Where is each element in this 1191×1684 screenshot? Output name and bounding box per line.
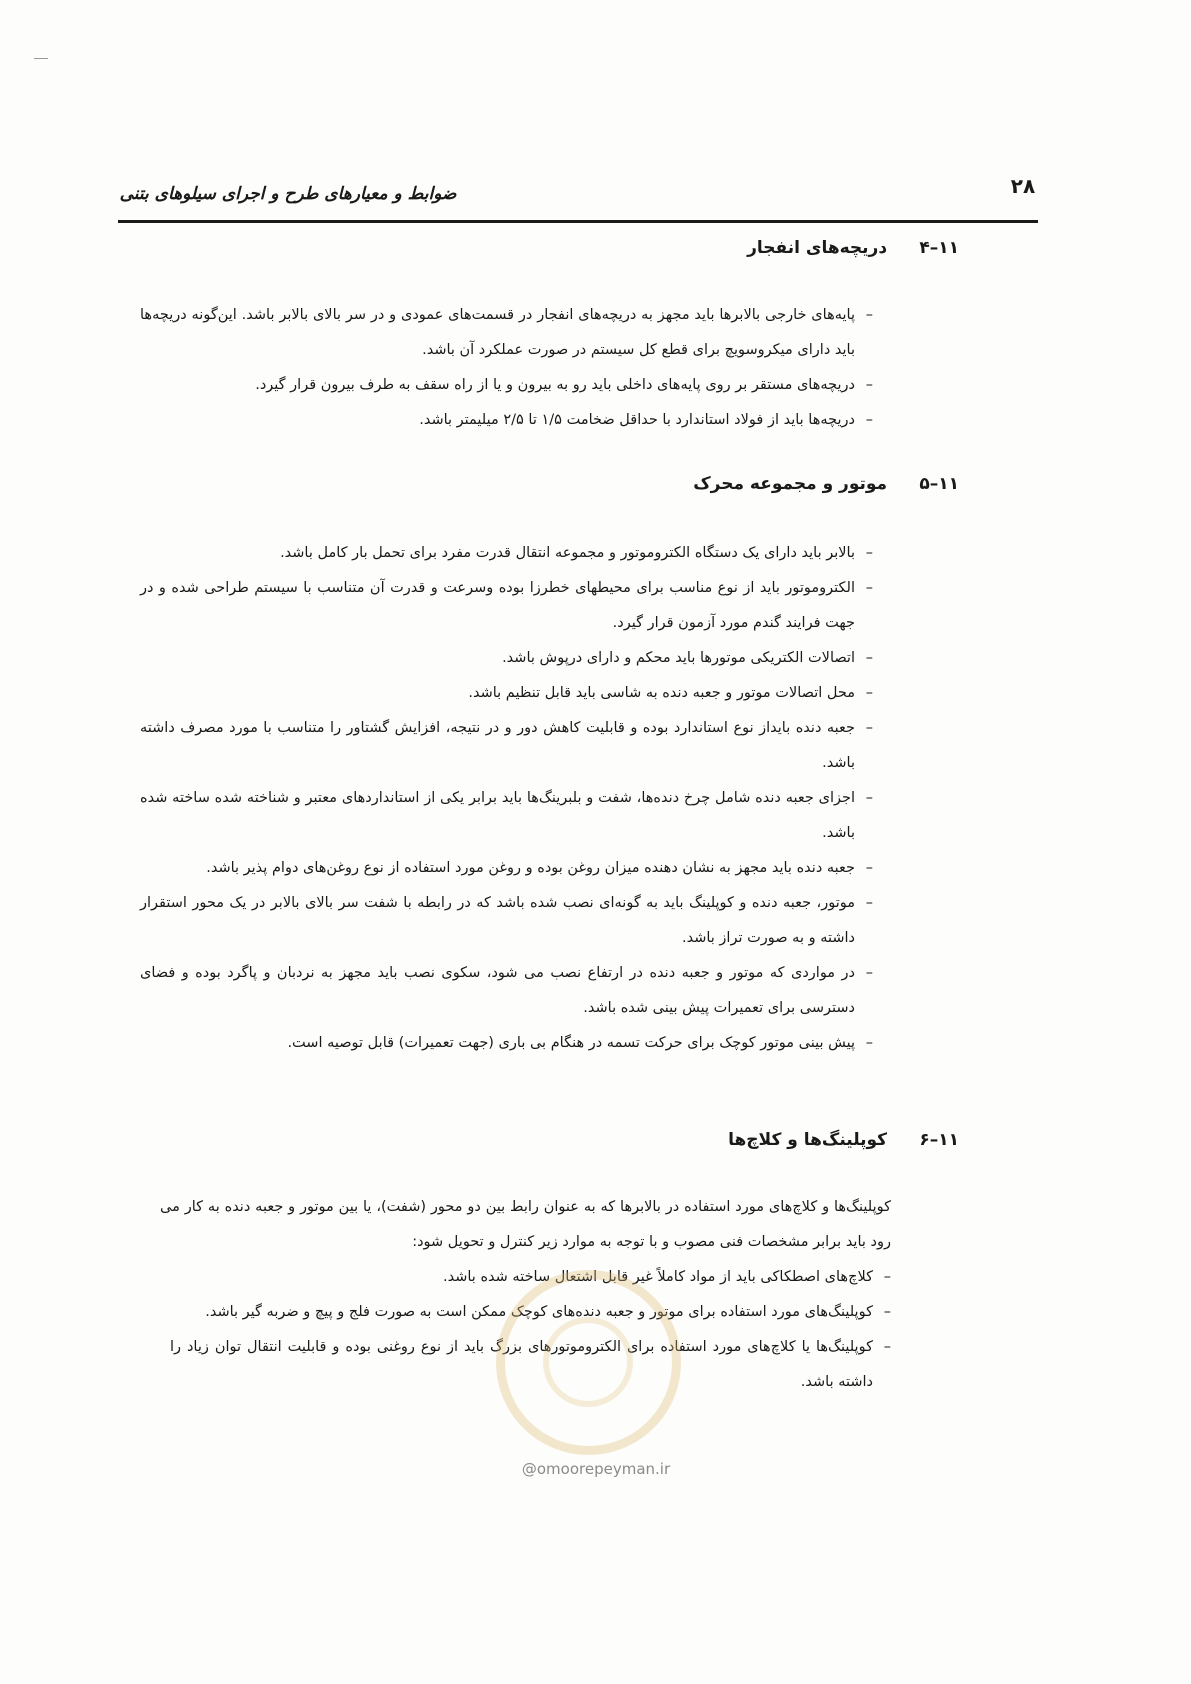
list-item: – دریچه‌های مستقر بر روی پایه‌های داخلی باید رو به بیرون و یا از راه سقف به طرف بیرون قرار گیرد. <box>140 368 873 403</box>
section-title: کوپلینگ‌ها و کلاچ‌ها <box>728 1130 888 1150</box>
section-title: دریچه‌های انفجار <box>747 238 888 258</box>
watermark-text: @omoorepeyman.ir <box>521 1460 671 1478</box>
list-item: – پیش بینی موتور کوچک برای حرکت تسمه در هنگام بی باری (جهت تعمیرات) قابل توصیه است. <box>140 1026 873 1061</box>
list-item: – کلاچ‌های اصطکاکی باید از مواد کاملاً غیر قابل اشتعال ساخته شده باشد. <box>170 1260 891 1295</box>
section-11-6-intro: کوپلینگ‌ها و کلاچ‌های مورد استفاده در بالابرها که به عنوان رابط بین دو محور (شفت)، یا بین موتور و جعبه دنده به کار می رود باید برابر مشخصات فنی مصوب و با توجه به موارد زیر کنترل و تحویل شود: <box>160 1199 891 1250</box>
list-item: – الکتروموتور باید از نوع مناسب برای محیطهای خطرزا بوده وسرعت و قدرت آن متناسب با سیستم طراحی شده و در جهت فرایند گندم مورد آزمون قرار گیرد. <box>140 571 873 641</box>
section-heading-11-6 <box>728 1130 959 1150</box>
section-number: ۱۱–۶ <box>919 1130 959 1150</box>
list-item: – بالابر باید دارای یک دستگاه الکتروموتور و مجموعه انتقال قدرت مفرد برای تحمل بار کامل باشد. <box>140 536 873 571</box>
section-11-4-list <box>140 298 873 438</box>
list-item: – موتور، جعبه دنده و کوپلینگ باید به گونه‌ای نصب شده باشد که در رابطه با شفت سر بالای بالابر در یک محور استقرار داشته و به صورت تراز باشد. <box>140 886 873 956</box>
list-item: – دریچه‌ها باید از فولاد استاندارد با حداقل ضخامت ۱/۵ تا ۲/۵ میلیمتر باشد. <box>140 403 873 438</box>
list-item: – جعبه دنده باید مجهز به نشان دهنده میزان روغن بوده و روغن مورد استفاده از نوع روغن‌های دوام پذیر باشد. <box>140 851 873 886</box>
section-11-5-list <box>140 536 873 1061</box>
section-number: ۱۱–۴ <box>919 238 959 258</box>
header-rule <box>118 220 1038 223</box>
list-item: – کوپلینگ‌ها یا کلاچ‌های مورد استفاده برای الکتروموتورهای بزرگ باید از نوع روغنی بوده و قابلیت انتقال توان زیاد را داشته باشد. <box>170 1330 891 1400</box>
list-item: – در مواردی که موتور و جعبه دنده در ارتفاع نصب می شود، سکوی نصب باید مجهز به نردبان و پاگرد بوده و فضای دسترسی برای تعمیرات پیش بینی شده باشد. <box>140 956 873 1026</box>
list-item: – کوپلینگ‌های مورد استفاده برای موتور و جعبه دنده‌های کوچک ممکن است به صورت فلج و پیچ و ضربه گیر باشد. <box>170 1295 891 1330</box>
section-heading-11-5 <box>693 474 959 494</box>
section-title: موتور و مجموعه محرک <box>693 474 888 494</box>
corner-mark <box>34 58 48 59</box>
list-item: – پایه‌های خارجی بالابرها باید مجهز به دریچه‌های انفجار در قسمت‌های عمودی و در سر بالای بالابر باشد. این‌گونه دریچه‌ها باید دارای میکروسویچ برای قطع کل سیستم در صورت عملکرد آن باشد. <box>140 298 873 368</box>
list-item: – اتصالات الکتریکی موتورها باید محکم و دارای درپوش باشد. <box>140 641 873 676</box>
list-item: – اجزای جعبه دنده شامل چرخ دنده‌ها، شفت و بلبرینگ‌ها باید برابر یکی از استانداردهای معتبر و شناخته شده ساخته شده باشد. <box>140 781 873 851</box>
section-number: ۱۱–۵ <box>919 474 959 494</box>
page-number: ۲۸ <box>1010 174 1036 198</box>
section-11-6-list <box>170 1260 891 1400</box>
list-item: – جعبه دنده بایداز نوع استاندارد بوده و قابلیت کاهش دور و در نتیجه، افزایش گشتاور را متناسب با مورد مصرف داشته باشد. <box>140 711 873 781</box>
list-item: – محل اتصالات موتور و جعبه دنده به شاسی باید قابل تنظیم باشد. <box>140 676 873 711</box>
running-title: ضوابط و معیارهای طرح و اجرای سیلوهای بتنی <box>119 184 457 204</box>
section-heading-11-4 <box>747 238 959 258</box>
